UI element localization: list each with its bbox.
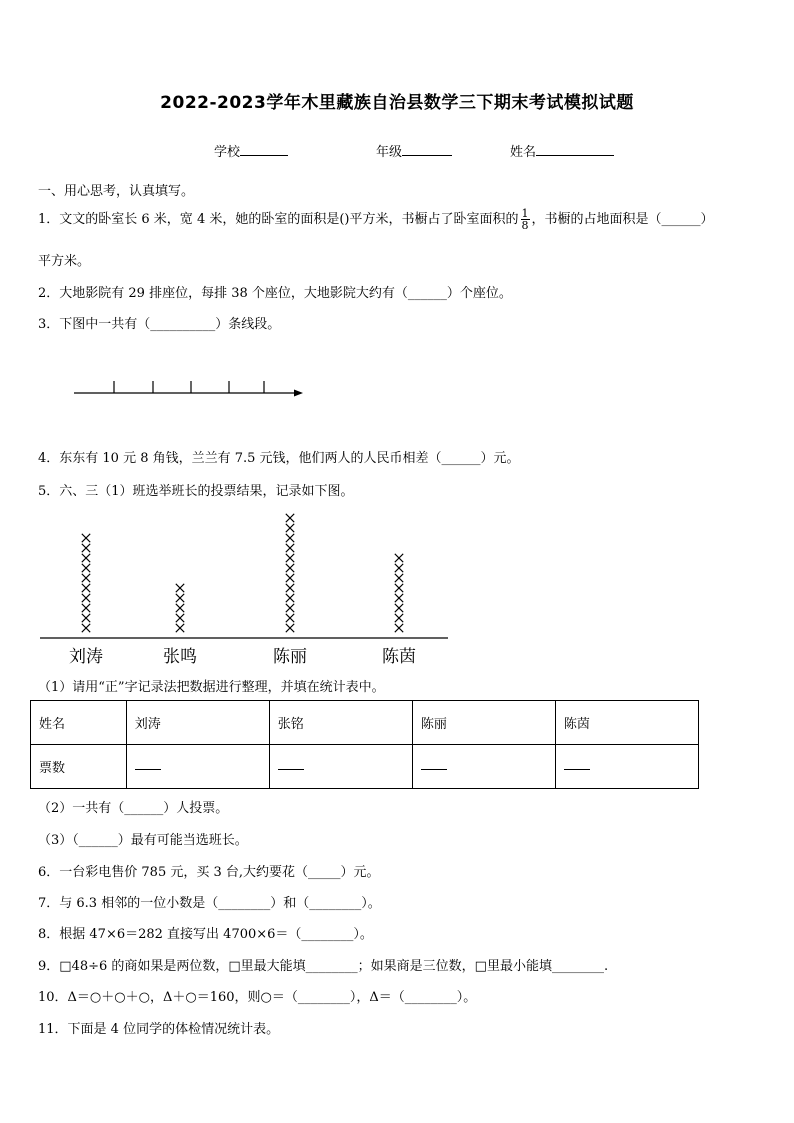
vote-mark — [176, 594, 184, 602]
question-3: 3．下图中一共有（__________）条线段。 — [38, 317, 281, 332]
vote-mark — [82, 554, 90, 562]
vote-mark — [286, 554, 294, 562]
table-header-cell: 陈茵 — [555, 701, 698, 745]
chart-column — [82, 534, 90, 632]
vote-mark — [82, 604, 90, 612]
section-heading: 一、用心思考，认真填写。 — [38, 184, 195, 199]
question-5: 5．六、三（1）班选举班长的投票结果，记录如下图。 — [38, 484, 354, 499]
table-cell-blank[interactable] — [269, 745, 412, 789]
table-header-cell: 刘涛 — [126, 701, 269, 745]
question-1 — [38, 208, 714, 231]
exam-title: 2022-2023学年木里藏族自治县数学三下期末考试模拟试题 — [160, 93, 634, 113]
question-2: 2．大地影院有 29 排座位，每排 38 个座位，大地影院大约有（______）个座位。 — [38, 286, 512, 301]
grade-blank[interactable] — [402, 142, 452, 156]
vote-mark — [176, 604, 184, 612]
vote-mark — [286, 624, 294, 632]
question-4: 4．东东有 10 元 8 角钱，兰兰有 7.5 元钱，他们两人的人民币相差（______）元。 — [38, 451, 520, 466]
question-11: 11．下面是 4 位同学的体检情况统计表。 — [38, 1022, 280, 1037]
fraction — [521, 208, 530, 231]
table-cell-blank[interactable] — [126, 745, 269, 789]
chart-column — [395, 554, 403, 632]
table-cell-blank[interactable] — [412, 745, 555, 789]
chart-marks — [82, 514, 403, 632]
table-header-row — [31, 701, 699, 745]
vote-statistics-table — [30, 700, 699, 789]
question-5-part-2: （2）一共有（______）人投票。 — [38, 801, 229, 816]
question-1-continued: 平方米。 — [38, 254, 91, 269]
school-field — [214, 141, 288, 160]
chart-labels — [69, 647, 416, 667]
grade-label: 年级 — [376, 145, 403, 160]
vote-mark — [395, 554, 403, 562]
vote-mark — [395, 594, 403, 602]
table-cell-blank[interactable] — [555, 745, 698, 789]
vote-mark — [395, 614, 403, 622]
name-blank[interactable] — [536, 142, 614, 156]
question-9: 9．□48÷6 的商如果是两位数，□里最大能填________；如果商是三位数，□里最小能填________. — [38, 959, 609, 974]
answer-blank[interactable] — [278, 759, 304, 770]
vote-mark — [286, 584, 294, 592]
table-header-cell: 姓名 — [31, 701, 127, 745]
vote-mark — [82, 534, 90, 542]
vote-mark — [176, 624, 184, 632]
question-1-part-b: ，书橱的占地面积是（______） — [531, 212, 714, 227]
line-segment-figure — [60, 370, 320, 410]
category-label: 陈丽 — [273, 647, 307, 667]
vote-mark — [176, 614, 184, 622]
vote-mark — [286, 564, 294, 572]
grade-field — [376, 141, 452, 160]
chart-column — [176, 584, 184, 632]
category-label: 刘涛 — [69, 647, 103, 667]
vote-mark — [286, 574, 294, 582]
school-label: 学校 — [214, 145, 241, 160]
vote-mark — [395, 604, 403, 612]
vote-mark — [286, 534, 294, 542]
fraction-denominator: 8 — [521, 219, 529, 232]
vote-mark — [82, 584, 90, 592]
vote-mark — [395, 564, 403, 572]
vote-mark — [82, 544, 90, 552]
chart-column — [286, 514, 294, 632]
vote-mark — [82, 614, 90, 622]
answer-blank[interactable] — [421, 759, 447, 770]
answer-blank[interactable] — [564, 759, 590, 770]
vote-chart — [36, 500, 452, 672]
vote-mark — [82, 574, 90, 582]
school-blank[interactable] — [240, 142, 288, 156]
vote-mark — [286, 614, 294, 622]
vote-mark — [286, 524, 294, 532]
vote-mark — [176, 584, 184, 592]
table-header-cell: 陈丽 — [412, 701, 555, 745]
question-5-part-3: （3）（______）最有可能当选班长。 — [38, 833, 248, 848]
answer-blank[interactable] — [135, 759, 161, 770]
table-row-label: 票数 — [31, 745, 127, 789]
vote-mark — [395, 624, 403, 632]
question-7: 7．与 6.3 相邻的一位小数是（________）和（________）。 — [38, 896, 381, 911]
arrowhead-icon — [294, 390, 303, 397]
fraction-numerator: 1 — [521, 207, 529, 220]
question-6: 6．一台彩电售价 785 元，买 3 台,大约要花（_____）元。 — [38, 865, 380, 880]
table-header-cell: 张铭 — [269, 701, 412, 745]
name-label: 姓名 — [510, 145, 537, 160]
category-label: 陈茵 — [382, 647, 416, 667]
vote-mark — [286, 514, 294, 522]
vote-mark — [286, 604, 294, 612]
vote-mark — [286, 544, 294, 552]
name-field — [510, 141, 614, 160]
table-row — [31, 745, 699, 789]
vote-mark — [82, 624, 90, 632]
question-1-part-a: 1．文文的卧室长 6 米，宽 4 米，她的卧室的面积是()平方米，书橱占了卧室面积的 — [38, 212, 519, 227]
category-label: 张鸣 — [163, 647, 197, 667]
question-10: 10．Δ＝○＋○＋○，Δ＋○＝160，则○＝（________），Δ＝（________）。 — [38, 990, 477, 1005]
vote-mark — [395, 584, 403, 592]
vote-mark — [395, 574, 403, 582]
vote-mark — [286, 594, 294, 602]
vote-mark — [82, 564, 90, 572]
question-5-part-1: （1）请用“正”字记录法把数据进行整理，并填在统计表中。 — [38, 680, 385, 695]
vote-mark — [82, 594, 90, 602]
question-8: 8．根据 47×6＝282 直接写出 4700×6＝（________）。 — [38, 927, 373, 942]
